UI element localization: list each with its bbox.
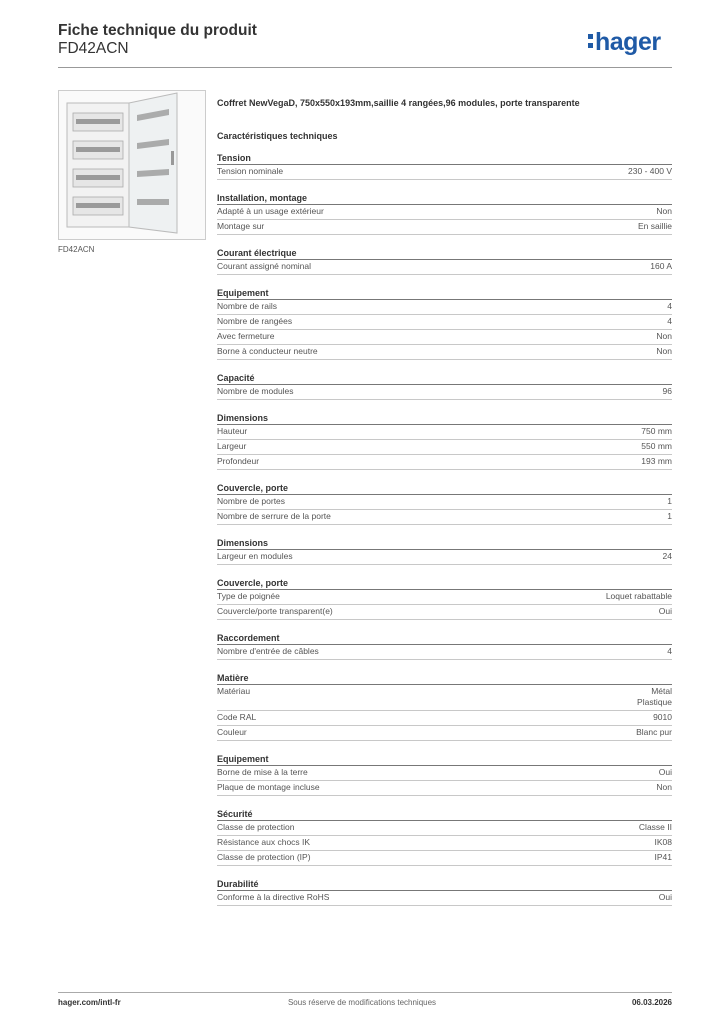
spec-row: [217, 260, 672, 275]
spec-value-line: Plastique: [637, 697, 672, 707]
spec-row: [217, 891, 672, 906]
spec-label: Résistance aux chocs IK: [217, 837, 311, 847]
section-title: Installation, montage: [217, 190, 672, 205]
spec-value-line: Classe II: [638, 822, 672, 832]
spec-section: [217, 670, 672, 741]
spec-value: [667, 511, 672, 522]
spec-label: Nombre de rails: [217, 301, 277, 311]
spec-row: [217, 455, 672, 470]
spec-section: [217, 245, 672, 275]
spec-value-line: 4: [667, 646, 672, 656]
spec-row: [217, 205, 672, 220]
spec-row: [217, 300, 672, 315]
spec-value-line: 1: [667, 511, 672, 521]
spec-value-line: Loquet rabattable: [605, 591, 672, 601]
spec-label: Conforme à la directive RoHS: [217, 892, 330, 902]
spec-value-line: Oui: [658, 767, 672, 777]
section-title: Dimensions: [217, 535, 672, 550]
spec-value: [641, 426, 672, 437]
spec-row: [217, 550, 672, 565]
spec-row: [217, 685, 672, 711]
spec-label: Classe de protection: [217, 822, 295, 832]
spec-value-line: 1: [667, 496, 672, 506]
spec-section: [217, 876, 672, 906]
section-title: Courant électrique: [217, 245, 672, 260]
spec-value-line: 96: [662, 386, 672, 396]
spec-value-line: 24: [662, 551, 672, 561]
spec-value: [667, 301, 672, 312]
spec-value-line: IP41: [654, 852, 672, 862]
spec-row: [217, 440, 672, 455]
product-image: [58, 90, 206, 240]
section-title: Couvercle, porte: [217, 480, 672, 495]
spec-value: [659, 767, 672, 778]
spec-value: [606, 591, 672, 602]
spec-row: [217, 766, 672, 781]
spec-row: [217, 605, 672, 620]
product-description: Coffret NewVegaD, 750x550x193mm,saillie 4 rangées,96 modules, porte transparente: [217, 98, 580, 108]
spec-row: [217, 510, 672, 525]
spec-value-line: 4: [667, 301, 672, 311]
spec-label: Nombre de rangées: [217, 316, 293, 326]
spec-value: [656, 331, 672, 342]
spec-value: [655, 852, 673, 863]
spec-label: Couleur: [217, 727, 247, 737]
spec-label: Type de poignée: [217, 591, 280, 601]
spec-label: Borne de mise à la terre: [217, 767, 308, 777]
section-title: Matière: [217, 670, 672, 685]
spec-value: [639, 822, 672, 833]
spec-value-line: Non: [656, 206, 672, 216]
spec-section: [217, 806, 672, 866]
spec-label: Courant assigné nominal: [217, 261, 312, 271]
spec-value: [655, 837, 673, 848]
spec-row: [217, 821, 672, 836]
spec-row: [217, 495, 672, 510]
spec-label: Matériau: [217, 686, 251, 696]
spec-value: [628, 166, 672, 177]
footer-website: hager.com/intl-fr: [58, 998, 121, 1007]
section-title: Tension: [217, 150, 672, 165]
spec-label: Montage sur: [217, 221, 265, 231]
logo-colon-icon: [588, 34, 593, 48]
spec-label: Hauteur: [217, 426, 248, 436]
spec-sections: [217, 150, 672, 916]
spec-row: [217, 781, 672, 796]
spec-label: Largeur en modules: [217, 551, 293, 561]
spec-label: Adapté à un usage extérieur: [217, 206, 324, 216]
spec-value: [650, 261, 672, 272]
section-title: Raccordement: [217, 630, 672, 645]
spec-label: Tension nominale: [217, 166, 284, 176]
product-reference: FD42ACN: [58, 40, 129, 57]
spec-row: [217, 330, 672, 345]
spec-value-line: Métal: [651, 686, 672, 696]
spec-label: Code RAL: [217, 712, 257, 722]
spec-value: [659, 606, 672, 617]
spec-value-line: 9010: [653, 712, 672, 722]
footer-divider: [58, 992, 672, 993]
footer-date: 06.03.2026: [631, 998, 672, 1007]
spec-value: [663, 551, 672, 562]
spec-value: [667, 316, 672, 327]
spec-value: [656, 206, 672, 217]
spec-row: [217, 345, 672, 360]
footer-disclaimer: Sous réserve de modifications techniques: [287, 998, 437, 1007]
spec-section: [217, 410, 672, 470]
hager-logo: [588, 30, 661, 55]
spec-section: [217, 535, 672, 565]
spec-value-line: Oui: [658, 606, 672, 616]
spec-label: Nombre de portes: [217, 496, 286, 506]
spec-label: Profondeur: [217, 456, 260, 466]
spec-label: Nombre de serrure de la porte: [217, 511, 331, 521]
spec-value-line: 550 mm: [641, 441, 672, 451]
spec-value-line: 160 A: [650, 261, 672, 271]
spec-value: [653, 712, 672, 723]
spec-value-line: 4: [667, 316, 672, 326]
spec-value: [641, 441, 672, 452]
spec-value: [659, 892, 672, 903]
header-divider: [58, 67, 672, 68]
spec-value: [663, 386, 672, 397]
spec-value: [641, 456, 672, 467]
spec-value: [667, 646, 672, 657]
section-title: Equipement: [217, 751, 672, 766]
spec-row: [217, 726, 672, 741]
section-title: Durabilité: [217, 876, 672, 891]
logo-text: hager: [595, 28, 661, 56]
spec-value: [656, 782, 672, 793]
section-title: Dimensions: [217, 410, 672, 425]
spec-label: Plaque de montage incluse: [217, 782, 320, 792]
spec-section: [217, 575, 672, 620]
spec-section: [217, 150, 672, 180]
spec-section: [217, 190, 672, 235]
spec-row: [217, 836, 672, 851]
spec-label: Avec fermeture: [217, 331, 275, 341]
spec-value: [637, 686, 672, 708]
spec-row: [217, 165, 672, 180]
spec-section: [217, 370, 672, 400]
spec-label: Couvercle/porte transparent(e): [217, 606, 333, 616]
spec-section: [217, 630, 672, 660]
spec-value-line: 230 - 400 V: [628, 166, 672, 176]
section-title: Couvercle, porte: [217, 575, 672, 590]
spec-section: [217, 480, 672, 525]
spec-section: [217, 285, 672, 360]
spec-row: [217, 590, 672, 605]
section-title: Sécurité: [217, 806, 672, 821]
section-title: Equipement: [217, 285, 672, 300]
spec-value-line: Non: [656, 331, 672, 341]
spec-value: [656, 346, 672, 357]
spec-row: [217, 385, 672, 400]
enclosure-illustration: [59, 91, 205, 239]
specs-heading: Caractéristiques techniques: [217, 131, 338, 141]
spec-section: [217, 751, 672, 796]
spec-row: [217, 315, 672, 330]
spec-row: [217, 711, 672, 726]
spec-label: Nombre d'entrée de câbles: [217, 646, 319, 656]
spec-value-line: 193 mm: [641, 456, 672, 466]
spec-value-line: Non: [656, 782, 672, 792]
spec-value-line: Non: [656, 346, 672, 356]
image-caption: FD42ACN: [58, 245, 95, 254]
spec-value: [636, 727, 672, 738]
document-title: Fiche technique du produit: [58, 22, 257, 39]
spec-row: [217, 851, 672, 866]
spec-value-line: IK08: [654, 837, 672, 847]
section-title: Capacité: [217, 370, 672, 385]
spec-label: Classe de protection (IP): [217, 852, 311, 862]
spec-label: Nombre de modules: [217, 386, 294, 396]
spec-value-line: 750 mm: [641, 426, 672, 436]
spec-label: Borne à conducteur neutre: [217, 346, 318, 356]
spec-value: [667, 496, 672, 507]
spec-value: [638, 221, 672, 232]
spec-row: [217, 220, 672, 235]
spec-row: [217, 425, 672, 440]
spec-value-line: Oui: [658, 892, 672, 902]
spec-row: [217, 645, 672, 660]
spec-value-line: En saillie: [637, 221, 672, 231]
spec-label: Largeur: [217, 441, 247, 451]
spec-value-line: Blanc pur: [636, 727, 672, 737]
